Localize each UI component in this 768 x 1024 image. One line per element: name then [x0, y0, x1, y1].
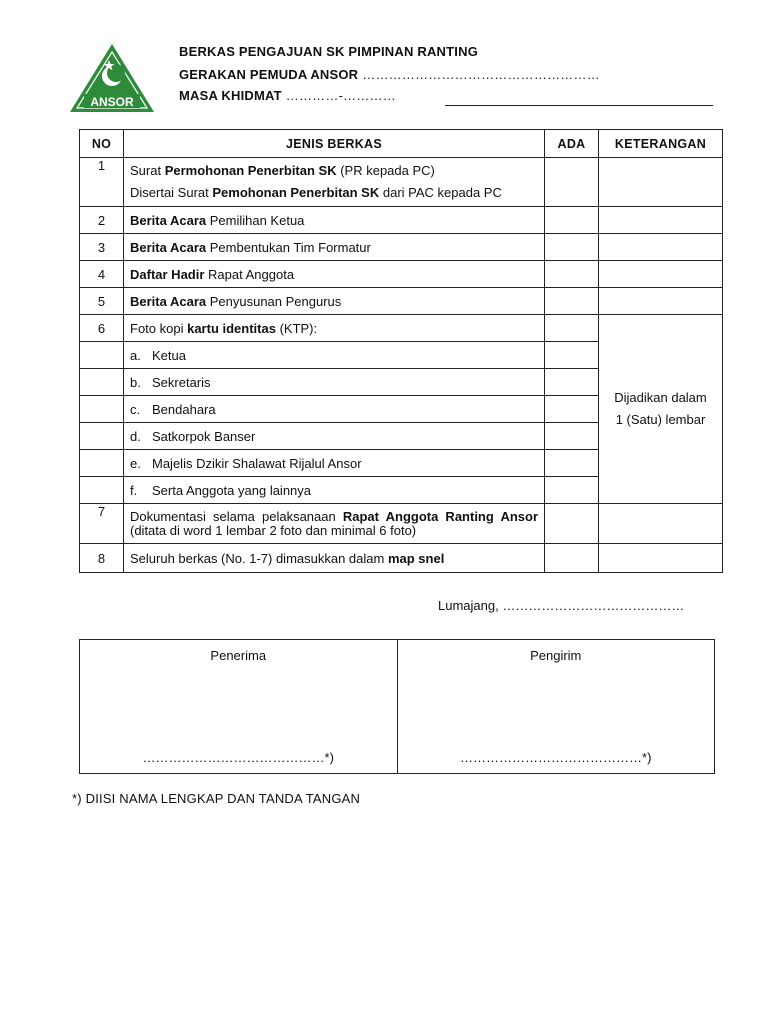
col-header-no: NO — [80, 130, 124, 158]
table-row: 8 Seluruh berkas (No. 1-7) dimasukkan dalam map snel — [80, 544, 723, 573]
header-divider — [445, 105, 713, 106]
logo-text: ANSOR — [90, 95, 134, 109]
ada-cell[interactable] — [545, 207, 599, 234]
sender-signature-box[interactable] — [397, 640, 715, 774]
receiver-title: Penerima — [210, 648, 267, 663]
keterangan-cell[interactable] — [599, 261, 723, 288]
keterangan-cell[interactable] — [599, 158, 723, 207]
col-header-jenis: JENIS BERKAS — [124, 130, 545, 158]
receiver-signature-box[interactable] — [80, 640, 398, 774]
table-row: 6 Foto kopi kartu identitas (KTP): Dijadikan dalam 1 (Satu) lembar — [80, 315, 723, 342]
table-subrow: e. Majelis Dzikir Shalawat Rijalul Ansor — [80, 450, 723, 477]
ada-cell[interactable] — [545, 369, 599, 396]
ada-cell[interactable] — [545, 477, 599, 504]
ada-cell[interactable] — [545, 288, 599, 315]
period-line: MASA KHIDMAT …………-………… — [179, 88, 396, 103]
ada-cell[interactable] — [545, 423, 599, 450]
keterangan-cell[interactable] — [599, 544, 723, 573]
table-row: 5 Berita Acara Penyusunan Pengurus — [80, 288, 723, 315]
table-row: 2 Berita Acara Pemilihan Ketua — [80, 207, 723, 234]
ada-cell[interactable] — [545, 315, 599, 342]
sender-name-line: ……………………………………*) — [460, 750, 652, 765]
table-subrow: b. Sekretaris — [80, 369, 723, 396]
col-header-keterangan: KETERANGAN — [599, 130, 723, 158]
table-subrow: f. Serta Anggota yang lainnya — [80, 477, 723, 504]
keterangan-cell[interactable] — [599, 504, 723, 544]
doc-title: BERKAS PENGAJUAN SK PIMPINAN RANTING — [179, 44, 479, 59]
keterangan-cell[interactable] — [599, 207, 723, 234]
table-subrow: c. Bendahara — [80, 396, 723, 423]
keterangan-merged-cell: Dijadikan dalam 1 (Satu) lembar — [599, 315, 723, 504]
footnote: *) DIISI NAMA LENGKAP DAN TANDA TANGAN — [72, 791, 361, 806]
table-row: 1 Surat Permohonan Penerbitan SK (PR kepada PC) Disertai Surat Pemohonan Penerbitan SK dari PAC kepada PC — [80, 158, 723, 207]
ada-cell[interactable] — [545, 450, 599, 477]
table-row: 4 Daftar Hadir Rapat Anggota — [80, 261, 723, 288]
receiver-name-line: ……………………………………*) — [142, 750, 334, 765]
org-line: GERAKAN PEMUDA ANSOR ……………………………………………… — [179, 67, 600, 82]
keterangan-cell[interactable] — [599, 234, 723, 261]
ada-cell[interactable] — [545, 158, 599, 207]
table-header-row — [80, 130, 723, 158]
ada-cell[interactable] — [545, 234, 599, 261]
signature-table — [79, 639, 715, 774]
place-date-line: Lumajang, …………………………………… — [438, 598, 685, 613]
table-subrow: d. Satkorpok Banser — [80, 423, 723, 450]
table-row: 7 Dokumentasi selama pelaksanaan Rapat Anggota Ranting Ansor (ditata di word 1 lembar 2 foto dan minimal 6 foto) — [80, 504, 723, 544]
table-subrow: a. Ketua — [80, 342, 723, 369]
col-header-ada: ADA — [545, 130, 599, 158]
ada-cell[interactable] — [545, 342, 599, 369]
table-row: 3 Berita Acara Pembentukan Tim Formatur — [80, 234, 723, 261]
ansor-logo — [68, 42, 156, 114]
sender-title: Pengirim — [530, 648, 582, 663]
ada-cell[interactable] — [545, 544, 599, 573]
ada-cell[interactable] — [545, 504, 599, 544]
ada-cell[interactable] — [545, 396, 599, 423]
document-checklist-table — [79, 129, 723, 573]
keterangan-cell[interactable] — [599, 288, 723, 315]
ada-cell[interactable] — [545, 261, 599, 288]
